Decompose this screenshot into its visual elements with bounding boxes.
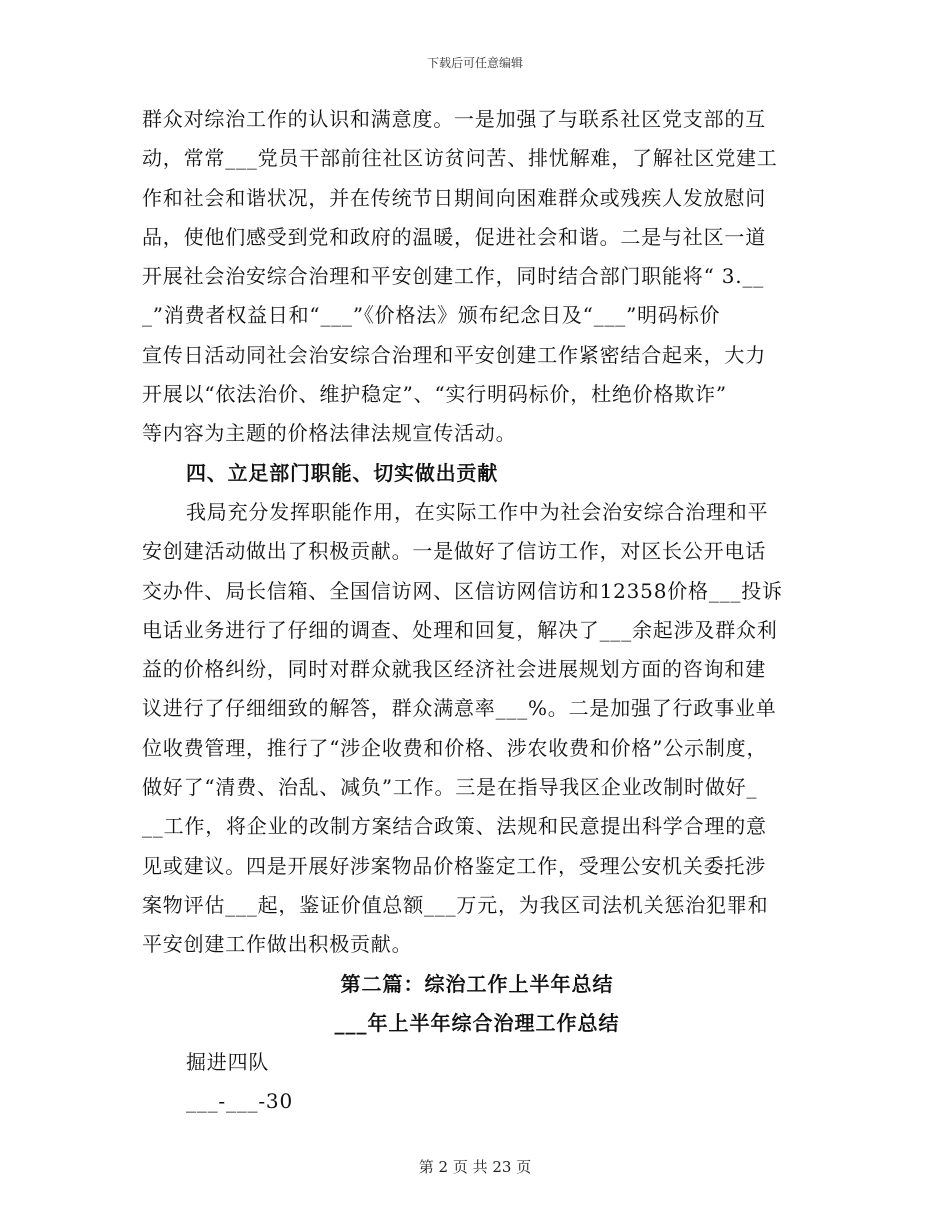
paragraph-line: 议进行了仔细细致的解答，群众满意率___%。二是加强了行政事业单 bbox=[142, 696, 777, 721]
paragraph-line: 位收费管理，推行了“涉企收费和价格、涉农收费和价格”公示制度， bbox=[142, 735, 768, 760]
paragraph-line: 做好了“清费、治乱、减负”工作。三是在指导我区企业改制时做好_ bbox=[142, 775, 758, 800]
section-heading: 四、立足部门职能、切实做出贡献 bbox=[186, 460, 498, 485]
paragraph-line: 平安创建工作做出积极贡献。 bbox=[142, 932, 413, 957]
page-number: 第 2 页 共 23 页 bbox=[418, 1158, 532, 1176]
paragraph-line: 见或建议。四是开展好涉案物品价格鉴定工作，受理公安机关委托涉 bbox=[142, 853, 766, 878]
paragraph-line: 等内容为主题的价格法律法规宣传活动。 bbox=[142, 421, 517, 446]
page-header: 下载后可任意编辑 bbox=[426, 56, 523, 70]
paragraph-line: 开展社会治安综合治理和平安创建工作，同时结合部门职能将“ 3.__ bbox=[142, 264, 765, 289]
paragraph-line: 案物评估___起，鉴证价值总额___万元，为我区司法机关惩治犯罪和 bbox=[142, 892, 769, 917]
article-title: 第二篇：综治工作上半年总结 bbox=[340, 971, 614, 996]
article-subtitle: ___年上半年综合治理工作总结 bbox=[334, 1010, 620, 1035]
paragraph-line: 安创建活动做出了积极贡献。一是做好了信访工作，对区长公开电话 bbox=[142, 539, 766, 564]
paragraph-line: 宣传日活动同社会治安综合治理和平安创建工作紧密结合起来，大力 bbox=[142, 342, 766, 367]
paragraph-line: 品，使他们感受到党和政府的温暖，促进社会和谐。二是与社区一道 bbox=[142, 224, 766, 249]
paragraph-line: 交办件、局长信箱、全国信访网、区信访网信访和12358价格___投诉 bbox=[142, 578, 783, 603]
document-body bbox=[142, 100, 812, 1122]
paragraph-line: 我局充分发挥职能作用，在实际工作中为社会治安综合治理和平 bbox=[186, 499, 769, 524]
paragraph-line: 电话业务进行了仔细的调查、处理和回复，解决了___余起涉及群众利 bbox=[142, 617, 778, 642]
paragraph-line: 群众对综治工作的认识和满意度。一是加强了与联系社区党支部的互 bbox=[142, 107, 766, 131]
date-line: ___-___-30 bbox=[186, 1089, 293, 1114]
author-line: 掘进四队 bbox=[186, 1050, 270, 1075]
paragraph-line: 开展以“依法治价、维护稳定”、“实行明码标价，杜绝价格欺诈” bbox=[142, 382, 727, 407]
paragraph-line: __工作，将企业的改制方案结合政策、法规和民意提出科学合理的意 bbox=[142, 814, 767, 839]
paragraph-line: 益的价格纠纷，同时对群众就我区经济社会进展规划方面的咨询和建 bbox=[142, 657, 766, 682]
paragraph-line: _”消费者权益日和“___”《价格法》颁布纪念日及“___”明码标价 bbox=[142, 303, 721, 328]
paragraph-line: 作和社会和谐状况，并在传统节日期间向困难群众或残疾人发放慰问 bbox=[142, 185, 766, 210]
paragraph-line: 动，常常___党员干部前往社区访贫问苦、排忧解难，了解社区党建工 bbox=[142, 146, 778, 171]
